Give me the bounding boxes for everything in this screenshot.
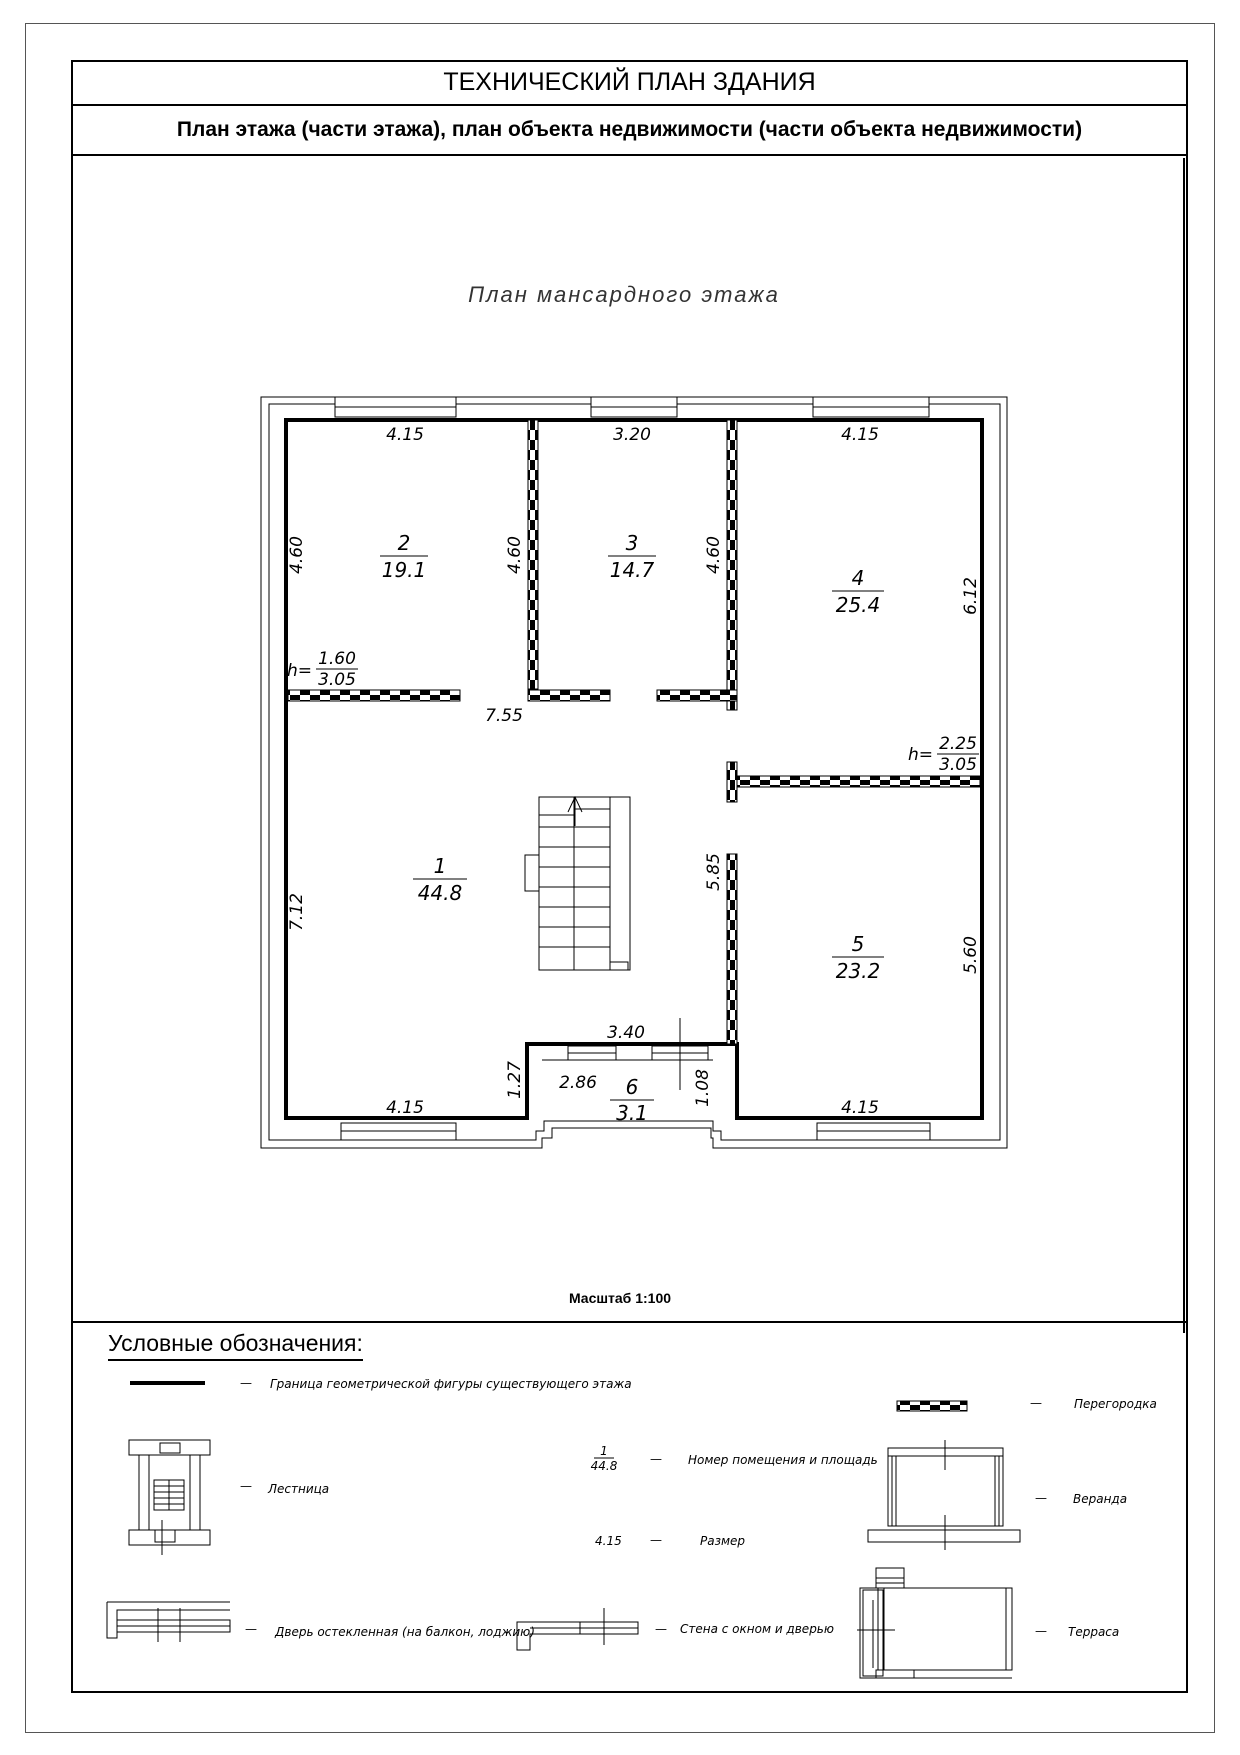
dimension-label: 1.08 <box>693 1069 713 1107</box>
svg-text:44.8: 44.8 <box>417 881 463 905</box>
svg-text:Номер помещения и площадь: Номер помещения и площадь <box>688 1453 878 1467</box>
legend-veranda <box>868 1440 1020 1550</box>
svg-text:14.7: 14.7 <box>609 558 655 582</box>
dimension-label: 3.20 <box>613 425 651 445</box>
dimension-label: 4.15 <box>841 425 879 445</box>
svg-text:6: 6 <box>625 1075 639 1099</box>
legend-stairs-label: Лестница <box>268 1482 330 1496</box>
dimension-label: 5.85 <box>704 853 724 891</box>
svg-text:3.05: 3.05 <box>939 755 977 775</box>
svg-text:1.60: 1.60 <box>318 649 356 669</box>
svg-text:—: — <box>650 1452 662 1466</box>
svg-text:4.15: 4.15 <box>595 1534 622 1548</box>
legend-size <box>595 1533 745 1548</box>
legend-room-number <box>591 1444 878 1473</box>
svg-text:Размер: Размер <box>700 1534 746 1548</box>
svg-text:h=: h= <box>287 661 313 681</box>
dimension-label: 7.12 <box>287 893 307 931</box>
legend-title: Условные обозначения: <box>108 1330 363 1361</box>
legend-terrace-label: Терраса <box>1068 1625 1120 1639</box>
document-subtitle: План этажа (части этажа), план объекта недвижимости (части объекта недвижимости) <box>71 106 1188 156</box>
svg-text:3.1: 3.1 <box>616 1101 648 1125</box>
dimension-label: 1.27 <box>505 1061 525 1099</box>
legend-dash: — <box>1035 1491 1047 1505</box>
plan-title: План мансардного этажа <box>468 282 780 307</box>
dimension-label: 2.86 <box>559 1073 597 1093</box>
svg-text:—: — <box>650 1533 662 1547</box>
legend-glazed-door-label: Дверь остекленная (на балкон, лоджию) <box>275 1625 535 1639</box>
legend-veranda-label: Веранда <box>1073 1492 1128 1506</box>
dimension-label: 6.12 <box>961 577 981 615</box>
svg-text:44.8: 44.8 <box>590 1459 618 1473</box>
dimension-label: 5.60 <box>961 936 981 974</box>
dimension-label: 4.15 <box>386 425 424 445</box>
svg-text:1: 1 <box>600 1444 608 1458</box>
svg-text:h=: h= <box>908 745 934 765</box>
svg-text:Граница геометрической фигуры: Граница геометрической фигуры существующего этажа <box>270 1377 632 1391</box>
legend-dash: — <box>655 1622 667 1636</box>
scale-label: Масштаб 1:100 <box>568 1290 672 1306</box>
svg-text:5: 5 <box>851 932 865 956</box>
dimension-label: 4.15 <box>841 1098 879 1118</box>
legend-dash: — <box>240 1479 252 1493</box>
svg-text:23.2: 23.2 <box>835 959 881 983</box>
document-title: ТЕХНИЧЕСКИЙ ПЛАН ЗДАНИЯ <box>71 60 1188 106</box>
dimension-label: 4.60 <box>704 536 724 574</box>
legend-boundary <box>130 1376 632 1391</box>
dimension-label: 3.40 <box>607 1023 645 1043</box>
legend-wall-window-door <box>517 1608 638 1650</box>
legend-glazed-door <box>107 1602 230 1642</box>
svg-text:2.25: 2.25 <box>939 734 977 754</box>
svg-text:3: 3 <box>625 531 639 555</box>
legend-dash: — <box>245 1622 257 1636</box>
right-rule <box>1183 158 1185 1333</box>
svg-text:—: — <box>240 1376 252 1390</box>
svg-text:4: 4 <box>851 566 865 590</box>
legend-wall-window-door-label: Стена с окном и дверью <box>680 1622 834 1636</box>
svg-text:19.1: 19.1 <box>381 558 427 582</box>
legend-stairs <box>129 1440 210 1555</box>
svg-text:2: 2 <box>397 531 411 555</box>
dimension-label: 4.60 <box>287 536 307 574</box>
dimension-label: 4.60 <box>505 536 525 574</box>
dimension-label: 4.15 <box>386 1098 424 1118</box>
svg-text:3.05: 3.05 <box>318 670 356 690</box>
dimension-label: 7.55 <box>485 706 523 726</box>
svg-text:1: 1 <box>433 854 447 878</box>
legend-dash: — <box>1035 1624 1047 1638</box>
legend-terrace <box>857 1568 1012 1678</box>
svg-text:25.4: 25.4 <box>835 593 881 617</box>
legend-partition <box>897 1396 1157 1411</box>
svg-text:Перегородка: Перегородка <box>1074 1397 1157 1411</box>
svg-text:—: — <box>1030 1396 1042 1410</box>
